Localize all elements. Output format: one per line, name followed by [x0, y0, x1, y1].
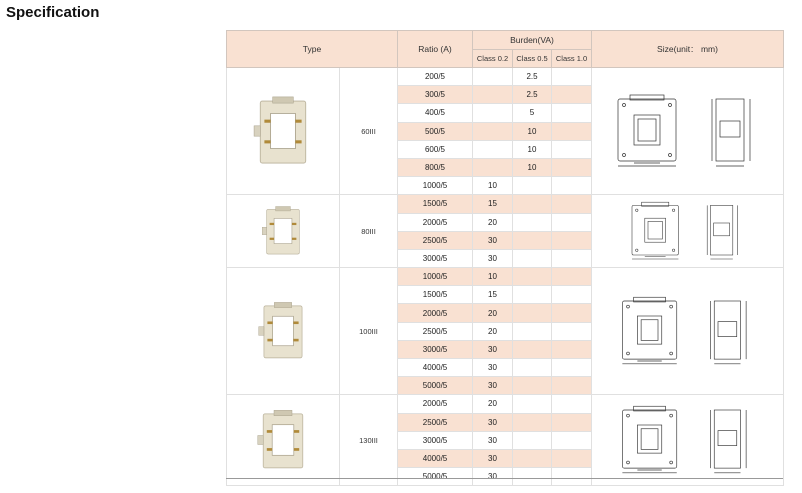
- class-0-5-cell: [513, 213, 552, 231]
- class-1-0-cell: [552, 68, 592, 86]
- header-type: Type: [227, 31, 398, 68]
- product-photo-130III: [227, 395, 340, 486]
- ratio-cell: 1000/5: [398, 268, 473, 286]
- class-0-2-cell: [473, 86, 513, 104]
- ratio-cell: 3000/5: [398, 249, 473, 267]
- class-1-0-cell: [552, 158, 592, 176]
- class-0-2-cell: 20: [473, 395, 513, 413]
- dimension-drawing-80III: [592, 195, 784, 268]
- ratio-cell: 2500/5: [398, 231, 473, 249]
- class-0-5-cell: 2.5: [513, 68, 552, 86]
- ratio-cell: 2000/5: [398, 304, 473, 322]
- ratio-cell: 300/5: [398, 86, 473, 104]
- class-0-2-cell: 20: [473, 213, 513, 231]
- product-photo-100III: [227, 268, 340, 395]
- ratio-cell: 4000/5: [398, 359, 473, 377]
- class-0-2-cell: 30: [473, 377, 513, 395]
- page-title: Specification: [6, 4, 100, 21]
- class-0-2-cell: 30: [473, 413, 513, 431]
- class-0-2-cell: [473, 104, 513, 122]
- class-0-2-cell: 15: [473, 286, 513, 304]
- dimension-drawing-60III: [592, 68, 784, 195]
- class-0-5-cell: [513, 231, 552, 249]
- header-class-0-2: Class 0.2: [473, 50, 513, 68]
- class-1-0-cell: [552, 268, 592, 286]
- model-name: 60III: [340, 68, 398, 195]
- ratio-cell: 1500/5: [398, 195, 473, 213]
- class-1-0-cell: [552, 395, 592, 413]
- ratio-cell: 3000/5: [398, 340, 473, 358]
- class-1-0-cell: [552, 286, 592, 304]
- ratio-cell: 600/5: [398, 140, 473, 158]
- ratio-cell: 200/5: [398, 68, 473, 86]
- class-1-0-cell: [552, 377, 592, 395]
- header-class-1-0: Class 1.0: [552, 50, 592, 68]
- ratio-cell: 3000/5: [398, 431, 473, 449]
- dimension-drawing-100III: [592, 268, 784, 395]
- specification-table: [226, 30, 784, 486]
- header-class-0-5: Class 0.5: [513, 50, 552, 68]
- class-0-5-cell: 10: [513, 140, 552, 158]
- class-0-2-cell: 20: [473, 304, 513, 322]
- class-1-0-cell: [552, 431, 592, 449]
- class-1-0-cell: [552, 413, 592, 431]
- class-0-5-cell: [513, 377, 552, 395]
- table-row: [227, 68, 784, 86]
- ratio-cell: 5000/5: [398, 377, 473, 395]
- class-1-0-cell: [552, 249, 592, 267]
- class-1-0-cell: [552, 213, 592, 231]
- header-burden: Burden(VA): [473, 31, 592, 50]
- ratio-cell: 800/5: [398, 158, 473, 176]
- header-size: Size(unit： mm): [592, 31, 784, 68]
- class-0-5-cell: [513, 340, 552, 358]
- class-0-2-cell: 10: [473, 177, 513, 195]
- ratio-cell: 2500/5: [398, 322, 473, 340]
- class-1-0-cell: [552, 122, 592, 140]
- class-1-0-cell: [552, 231, 592, 249]
- class-0-2-cell: 10: [473, 268, 513, 286]
- class-0-5-cell: 5: [513, 104, 552, 122]
- ratio-cell: 2500/5: [398, 413, 473, 431]
- ratio-cell: 4000/5: [398, 449, 473, 467]
- class-1-0-cell: [552, 359, 592, 377]
- model-name: 130III: [340, 395, 398, 486]
- specification-body: [227, 68, 784, 486]
- class-0-2-cell: 30: [473, 468, 513, 486]
- ratio-cell: 1000/5: [398, 177, 473, 195]
- class-0-5-cell: 10: [513, 158, 552, 176]
- ratio-cell: 2000/5: [398, 213, 473, 231]
- class-0-5-cell: [513, 322, 552, 340]
- class-0-2-cell: 30: [473, 340, 513, 358]
- header-ratio: Ratio (A): [398, 31, 473, 68]
- class-0-2-cell: [473, 122, 513, 140]
- product-photo-80III: [227, 195, 340, 268]
- class-0-2-cell: 30: [473, 359, 513, 377]
- table-row: [227, 395, 784, 413]
- class-0-5-cell: 10: [513, 122, 552, 140]
- class-1-0-cell: [552, 468, 592, 486]
- class-0-5-cell: [513, 177, 552, 195]
- class-0-2-cell: 30: [473, 231, 513, 249]
- class-0-2-cell: 30: [473, 431, 513, 449]
- class-1-0-cell: [552, 104, 592, 122]
- class-0-5-cell: [513, 359, 552, 377]
- class-0-5-cell: [513, 268, 552, 286]
- class-0-5-cell: [513, 304, 552, 322]
- class-0-5-cell: 2.5: [513, 86, 552, 104]
- ratio-cell: 500/5: [398, 122, 473, 140]
- class-1-0-cell: [552, 140, 592, 158]
- class-0-2-cell: 30: [473, 449, 513, 467]
- class-0-5-cell: [513, 395, 552, 413]
- class-0-2-cell: [473, 140, 513, 158]
- class-1-0-cell: [552, 177, 592, 195]
- class-0-5-cell: [513, 431, 552, 449]
- product-photo-60III: [227, 68, 340, 195]
- class-0-5-cell: [513, 195, 552, 213]
- class-1-0-cell: [552, 304, 592, 322]
- class-0-2-cell: 20: [473, 322, 513, 340]
- ratio-cell: 400/5: [398, 104, 473, 122]
- model-name: 80III: [340, 195, 398, 268]
- table-row: [227, 268, 784, 286]
- class-1-0-cell: [552, 86, 592, 104]
- model-name: 100III: [340, 268, 398, 395]
- class-0-2-cell: 15: [473, 195, 513, 213]
- class-0-2-cell: [473, 68, 513, 86]
- ratio-cell: 5000/5: [398, 468, 473, 486]
- class-0-2-cell: 30: [473, 249, 513, 267]
- class-1-0-cell: [552, 322, 592, 340]
- class-0-2-cell: [473, 158, 513, 176]
- class-1-0-cell: [552, 195, 592, 213]
- class-1-0-cell: [552, 449, 592, 467]
- ratio-cell: 2000/5: [398, 395, 473, 413]
- class-0-5-cell: [513, 413, 552, 431]
- class-0-5-cell: [513, 468, 552, 486]
- class-0-5-cell: [513, 249, 552, 267]
- table-row: [227, 195, 784, 213]
- class-0-5-cell: [513, 449, 552, 467]
- class-0-5-cell: [513, 286, 552, 304]
- class-1-0-cell: [552, 340, 592, 358]
- table-bottom-rule: [226, 478, 783, 479]
- ratio-cell: 1500/5: [398, 286, 473, 304]
- dimension-drawing-130III: [592, 395, 784, 486]
